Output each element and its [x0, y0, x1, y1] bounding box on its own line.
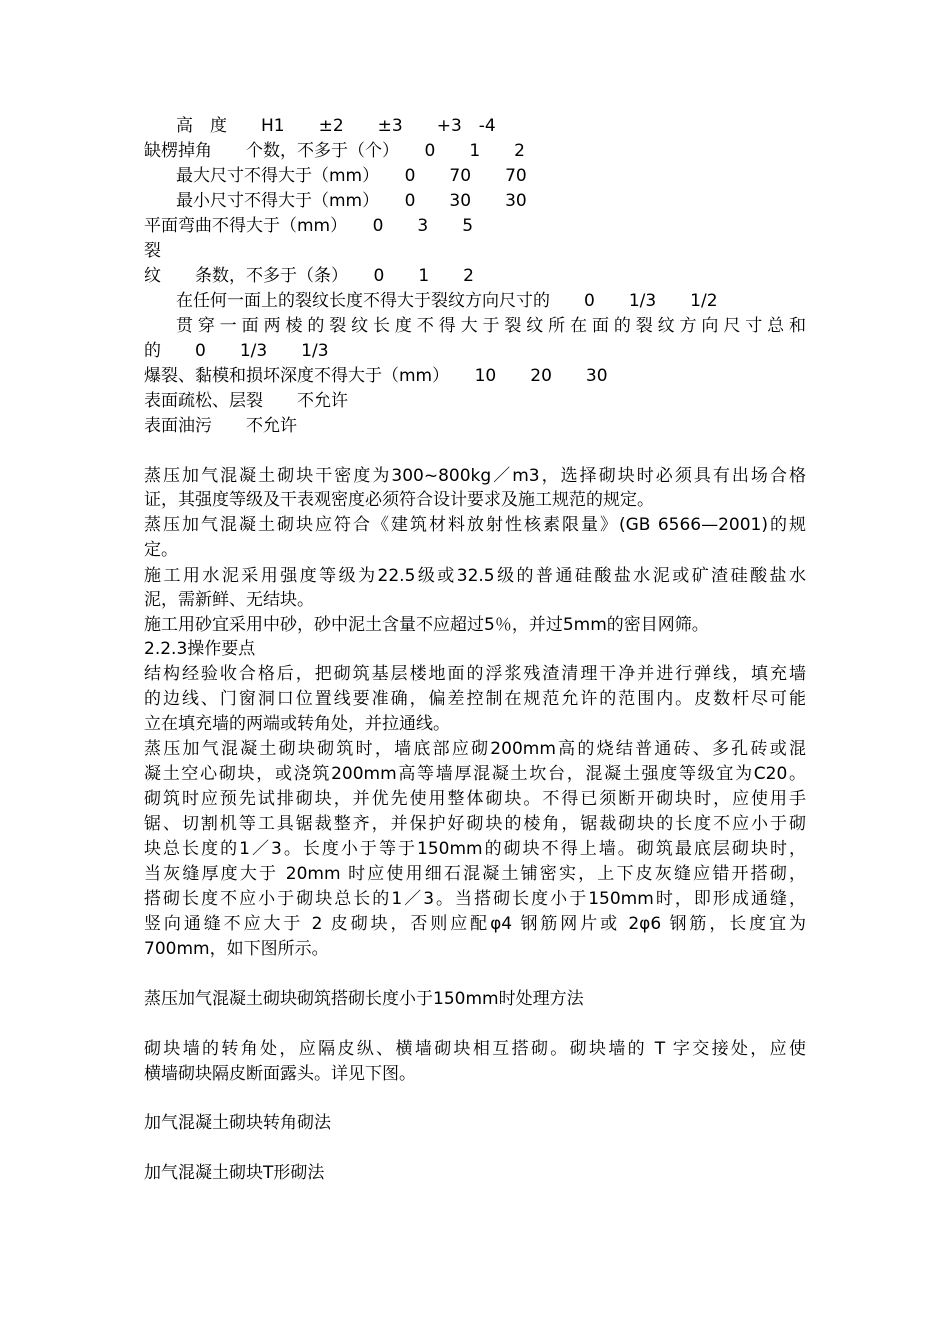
- table-row-min-size: 最小尺寸不得大于（mm） 0 30 30: [176, 191, 527, 211]
- paragraph-masonry-line4: 锯、切割机等工具锯裁整齐，并保护好砌块的棱角，锯裁砌块的长度不应小于砌: [144, 814, 806, 834]
- figure-caption-lap-length: 蒸压加气混凝土砌块砌筑搭砌长度小于150mm时处理方法: [144, 989, 584, 1009]
- paragraph-corner-line2: 横墙砌块隔皮断面露头。详见下图。: [144, 1064, 416, 1084]
- paragraph-corner-line1: 砌块墙的转角处，应隔皮纵、横墙砌块相互搭砌。砌块墙的 T 字交接处，应使: [144, 1039, 806, 1059]
- paragraph-masonry-line9: 700mm，如下图所示。: [144, 939, 329, 959]
- paragraph-masonry-line6: 当灰缝厚度大于 20mm 时应使用细石混凝土铺密实，上下皮灰缝应错开搭砌，: [144, 864, 806, 884]
- paragraph-masonry-line7: 搭砌长度不应小于砌块总长的1／3。当搭砌长度小于150mm时，即形成通缝，: [144, 889, 806, 909]
- paragraph-radioactivity-line1: 蒸压加气混凝土砌块应符合《建筑材料放射性核素限量》(GB 6566—2001)的规: [144, 515, 806, 535]
- paragraph-cement-line1: 施工用水泥采用强度等级为22.5级或32.5级的普通硅酸盐水泥或矿渣硅酸盐水: [144, 566, 806, 586]
- table-row-crack-through-edges: 贯穿一面两棱的裂纹长度不得大于裂纹所在面的裂纹方向尺寸总和: [176, 316, 806, 336]
- paragraph-sand: 施工用砂宜采用中砂，砂中泥土含量不应超过5％，并过5mm的密目网筛。: [144, 615, 709, 635]
- paragraph-baseline-line1: 结构经验收合格后，把砌筑基层楼地面的浮浆残渣清理干净并进行弹线，填充墙: [144, 664, 806, 684]
- table-row-flatness: 平面弯曲不得大于（mm） 0 3 5: [144, 216, 474, 236]
- section-heading-operation-points: 2.2.3操作要点: [144, 639, 256, 659]
- paragraph-masonry-line8: 竖向通缝不应大于 2 皮砌块，否则应配φ4 钢筋网片或 2φ6 钢筋，长度宜为: [144, 914, 806, 934]
- paragraph-masonry-line3: 砌筑时应预先试排砌块，并优先使用整体砌块。不得已须断开砌块时，应使用手: [144, 789, 806, 809]
- paragraph-baseline-line3: 立在填充墙的两端或转角处，并拉通线。: [144, 714, 450, 734]
- paragraph-cement-line2: 泥，需新鲜、无结块。: [144, 590, 314, 610]
- paragraph-density-line1: 蒸压加气混凝土砌块干密度为300~800kg／m3，选择砌块时必须具有出场合格: [144, 466, 806, 486]
- figure-caption-t-method: 加气混凝土砌块T形砌法: [144, 1163, 325, 1183]
- table-row-missing-corner-count: 缺楞掉角 个数，不多于（个） 0 1 2: [144, 141, 525, 161]
- table-row-crack-count: 纹 条数，不多于（条） 0 1 2: [144, 266, 474, 286]
- table-row-height: 高 度 H1 ±2 ±3 +3 -4: [176, 116, 496, 136]
- paragraph-radioactivity-line2: 定。: [144, 540, 178, 560]
- paragraph-density-line2: 证，其强度等级及干表观密度必须符合设计要求及施工规范的规定。: [144, 490, 654, 510]
- paragraph-masonry-line1: 蒸压加气混凝土砌块砌筑时，墙底部应砌200mm高的烧结普通砖、多孔砖或混: [144, 739, 806, 759]
- table-row-crack-label: 裂: [144, 241, 161, 261]
- table-row-crack-through-values: 的 0 1/3 1/3: [144, 341, 329, 361]
- paragraph-masonry-line5: 块总长度的1／3。长度小于等于150mm的砌块不得上墙。砌筑最底层砌块时，: [144, 839, 806, 859]
- table-row-oil-stain: 表面油污 不允许: [144, 416, 297, 436]
- table-row-burst-depth: 爆裂、黏模和损坏深度不得大于（mm） 10 20 30: [144, 366, 608, 386]
- table-row-loose-surface: 表面疏松、层裂 不允许: [144, 391, 348, 411]
- figure-caption-corner-method: 加气混凝土砌块转角砌法: [144, 1113, 331, 1133]
- table-row-max-size: 最大尺寸不得大于（mm） 0 70 70: [176, 166, 527, 186]
- paragraph-baseline-line2: 的边线、门窗洞口位置线要准确，偏差控制在规范允许的范围内。皮数杆尽可能: [144, 689, 806, 709]
- paragraph-masonry-line2: 凝土空心砌块，或浇筑200mm高等墙厚混凝土坎台，混凝土强度等级宜为C20。: [144, 764, 806, 784]
- table-row-crack-length-face: 在任何一面上的裂纹长度不得大于裂纹方向尺寸的 0 1/3 1/2: [176, 291, 718, 311]
